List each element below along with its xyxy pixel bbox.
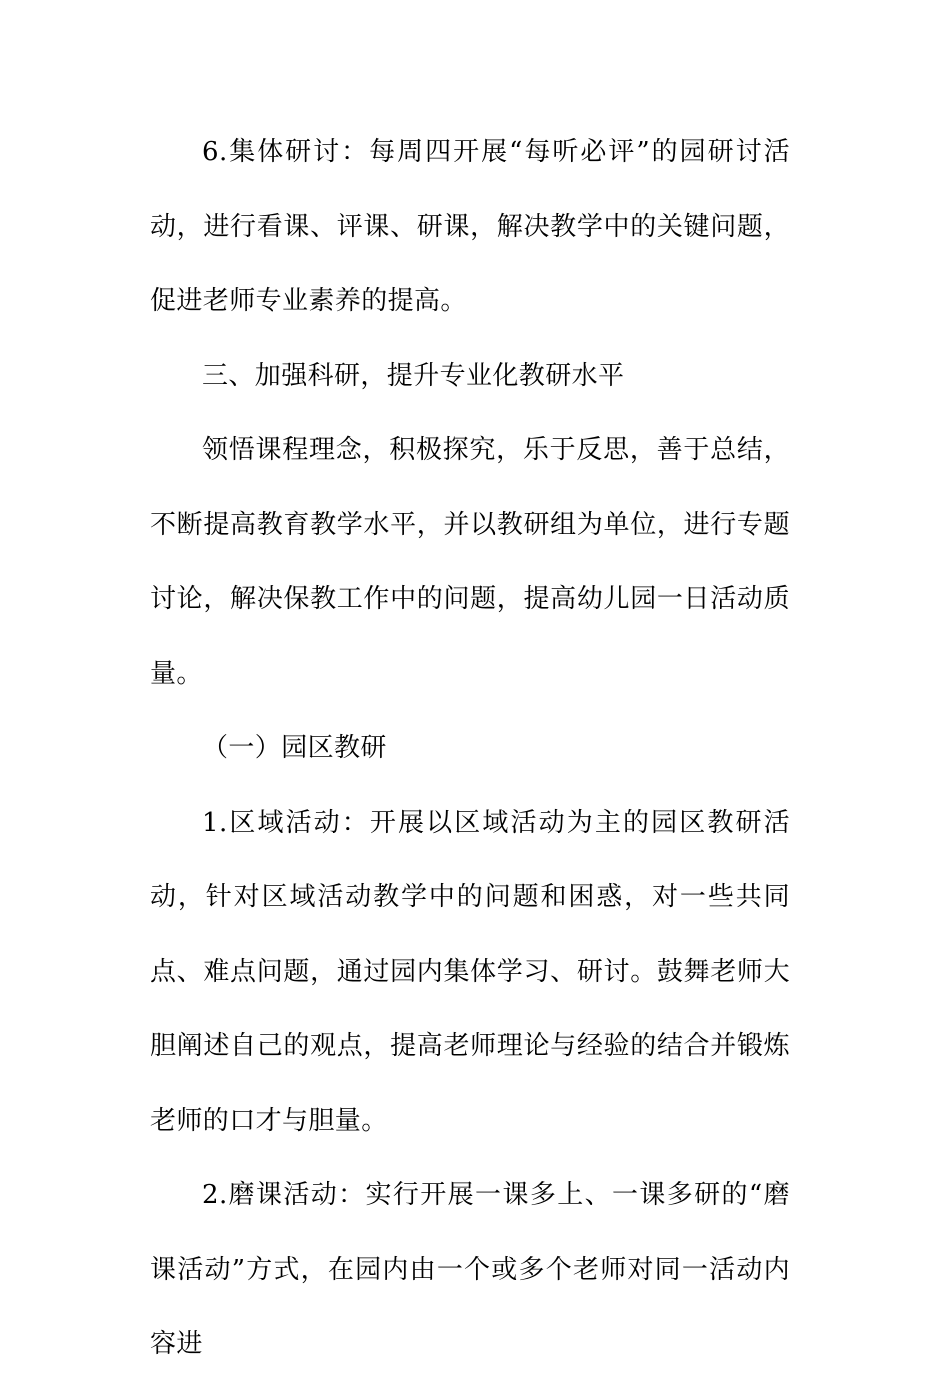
subsection-heading-campus-research: （一）园区教研 [202, 733, 387, 763]
paragraph-lesson-polishing: 2.磨课活动：实行开展一课多上、一课多研的“磨课活动”方式，在园内由一个或多个老师对同一活动内容进 [150, 1180, 790, 1359]
paragraph-area-activities: 1.区域活动：开展以区域活动为主的园区教研活动，针对区域活动教学中的问题和困惑，对一些共同点、难点问题，通过园内集体学习、研讨。鼓舞老师大胆阐述自己的观点，提高老师理论与经验的结合并锻炼老师的口才与胆量。 [150, 807, 790, 1136]
paragraph-curriculum-concept: 领悟课程理念，积极探究，乐于反思，善于总结，不断提高教育教学水平，并以教研组为单位，进行专题讨论，解决保教工作中的问题，提高幼儿园一日活动质量。 [150, 435, 790, 689]
paragraph-collective-discussion: 6.集体研讨：每周四开展“每听必评”的园研讨活动，进行看课、评课、研课，解决教学中的关键问题，促进老师专业素养的提高。 [150, 137, 790, 316]
section-heading-research: 三、加强科研，提升专业化教研水平 [202, 360, 625, 391]
document-body [150, 115, 790, 1382]
